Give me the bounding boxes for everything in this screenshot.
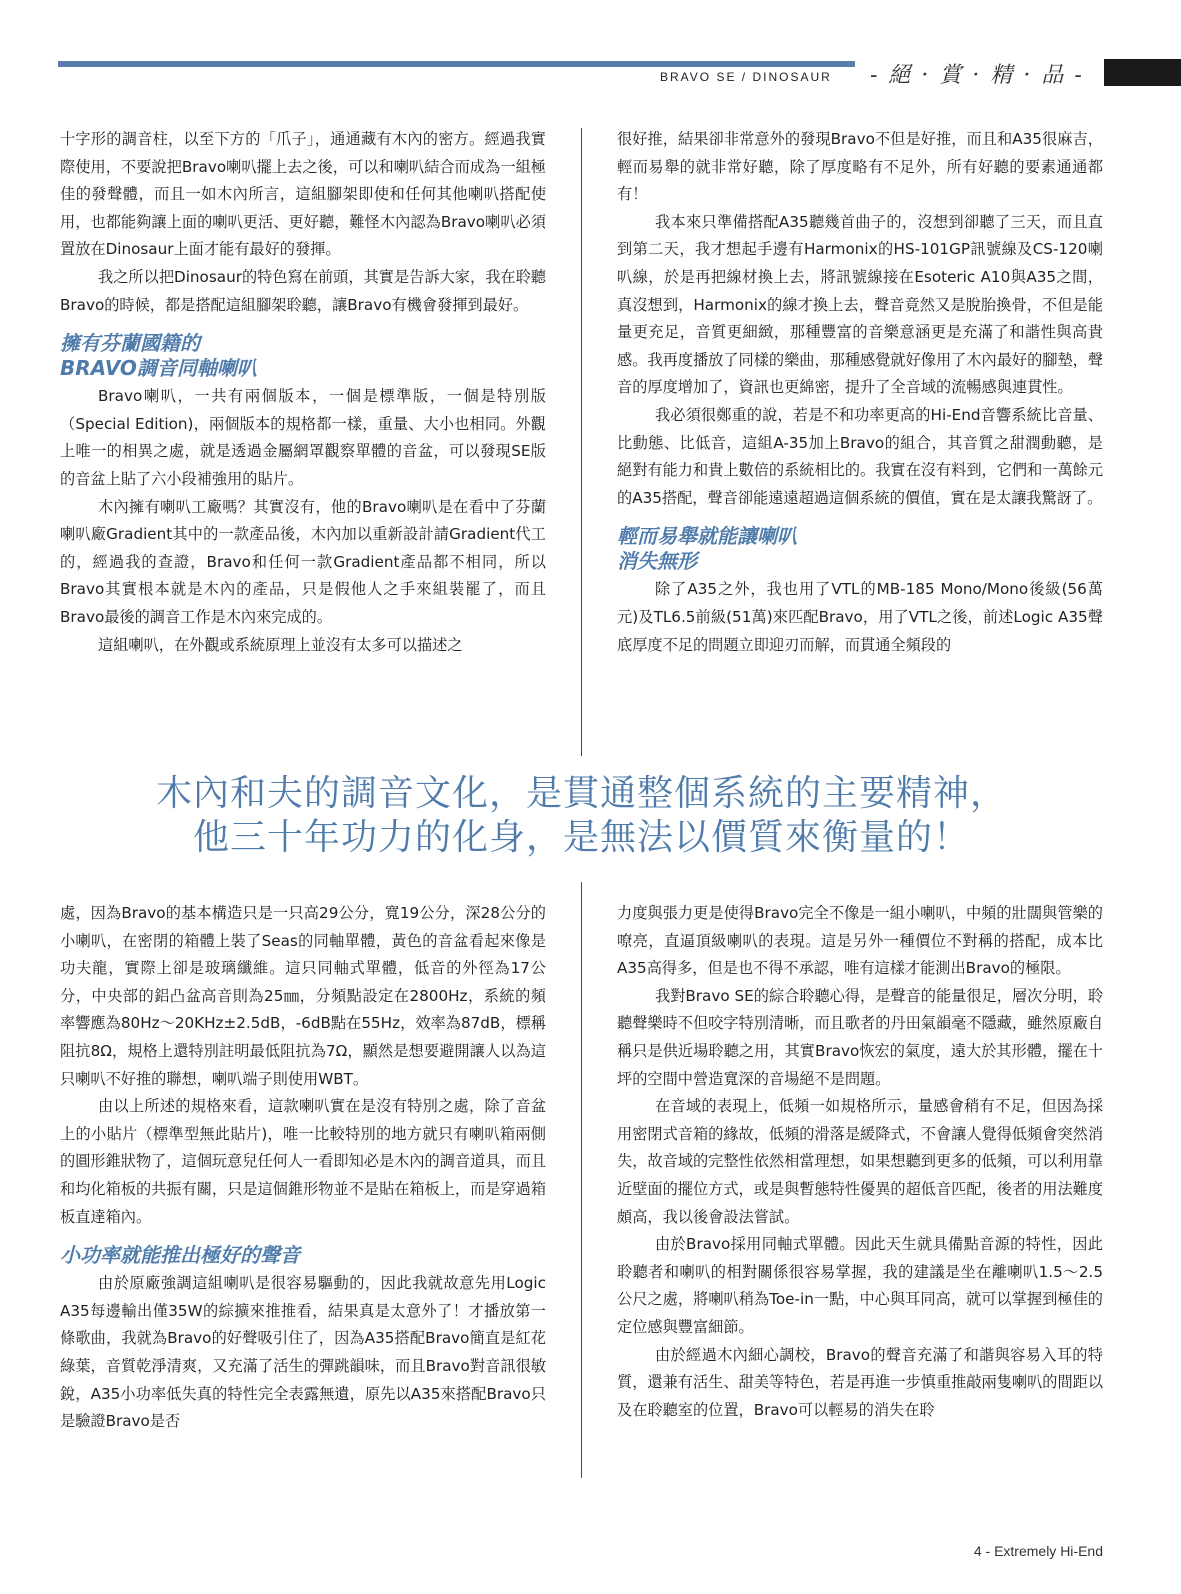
section-heading (60, 331, 546, 381)
paragraph: 由於經過木內細心調校，Bravo的聲音充滿了和諧與容易入耳的特質，還兼有活生、甜美等特色，若是再進一步慎重推敲兩隻喇叭的間距以及在聆聽室的位置，Bravo可以輕易的消失在聆 (617, 1345, 1103, 1419)
paragraph: 在音域的表現上，低頻一如規格所示，量感會稍有不足，但因為採用密閉式音箱的緣故，低頻的滑落是緩降式，不會讓人覺得低頻會突然消失，故音域的完整性依然相當理想，如果想聽到更多的低頻，可以利用靠近壁面的擺位方式，或是與暫態特性優異的超低音匹配，後者的用法難度頗高，我以後會設法嘗試。 (617, 1097, 1103, 1226)
heading-line: 小功率就能推出極好的聲音 (60, 1243, 300, 1268)
paragraph: 處，因為Bravo的基本構造只是一只高29公分，寬19公分，深28公分的小喇叭，在密閉的箱體上裝了Seas的同軸單體，黃色的音盆看起來像是功夫龍，實際上卻是玻璃纖維。這只同軸式單體，低音的外徑為17公分，中央部的鋁凸盆高音則為25㎜，分頻點設定在2800Hz，系統的頻率響應為80Hz～20KHz±2.5dB，-6dB點在55Hz，效率為87dB，標稱阻抗8Ω，規格上還特別註明最低阻抗為7Ω，顯然是想要避開讓人以為這只喇叭不好推的聯想，喇叭端子則使用WBT。 (60, 904, 546, 1088)
column-4 (617, 900, 1103, 1424)
heading-line: 消失無形 (617, 549, 697, 574)
paragraph: 由於Bravo採用同軸式單體。因此天生就具備點音源的特性，因此聆聽者和喇叭的相對關係很容易掌握，我的建議是坐在離喇叭1.5～2.5公尺之處，將喇叭稍為Toe-in一點，中心與耳同高，就可以掌握到極佳的定位感與豐富細節。 (617, 1235, 1103, 1336)
section-label: - 絕 · 賞 · 精 · 品 - (870, 63, 1084, 88)
paragraph: 木內擁有喇叭工廠嗎？其實沒有，他的Bravo喇叭是在看中了芬蘭喇叭廠Gradient其中的一款產品後，木內加以重新設計請Gradient代工的，經過我的查證，Bravo和任何一款Gradient產品都不相同，所以Bravo其實根本就是木內的產品，只是假他人之手來組裝罷了，而且Bravo最後的調音工作是木內來完成的。 (60, 497, 546, 626)
section-heading (60, 1243, 546, 1268)
heading-line: 擁有芬蘭國籍的 (60, 331, 200, 356)
paragraph: 由於原廠強調這組喇叭是很容易驅動的，因此我就故意先用Logic A35每邊輸出僅35W的綜擴來推推看，結果真是太意外了！才播放第一條歌曲，我就為Bravo的好聲吸引住了，因為A35搭配Bravo簡直是紅花綠葉，音質乾淨清爽，又充滿了活生的彈跳韻味，而且Bravo對音訊很敏銳，A35小功率低失真的特性完全表露無遺，原先以A35來搭配Bravo只是驗證Bravo是否 (60, 1274, 546, 1431)
paragraph: 由以上所述的規格來看，這款喇叭實在是沒有特別之處，除了音盆上的小貼片（標準型無此貼片)，唯一比較特別的地方就只有喇叭箱兩側的圓形錐狀物了，這個玩意兒任何人一看即知必是木內的調音道具，而且和均化箱板的共振有關，只是這個錐形物並不是貼在箱板上，而是穿過箱板直達箱內。 (60, 1097, 546, 1226)
paragraph: Bravo喇叭，一共有兩個版本，一個是標準版，一個是特別版（Special Edition)，兩個版本的規格都一樣，重量、大小也相同。外觀上唯一的相異之處，就是透過金屬網罩觀察單體的音盆，可以發現SE版的音盆上貼了六小段補強用的貼片。 (60, 387, 546, 488)
paragraph: 很好推，結果卻非常意外的發現Bravo不但是好推，而且和A35很麻吉，輕而易舉的就非常好聽，除了厚度略有不足外，所有好聽的要素通通都有！ (617, 130, 1103, 204)
paragraph: 我對Bravo SE的綜合聆聽心得，是聲音的能量很足，層次分明，聆聽聲樂時不但咬字特別清晰，而且歌者的丹田氣韻毫不隱藏，雖然原廠自稱只是供近場聆聽之用，其實Bravo恢宏的氣度，遠大於其形體，擺在十坪的空間中營造寬深的音場絕不是問題。 (617, 986, 1104, 1088)
section-heading (617, 524, 1103, 574)
column-1 (60, 126, 546, 659)
column-divider (581, 128, 582, 756)
column-3 (60, 900, 546, 1436)
heading-line: 輕而易舉就能讓喇叭 (617, 524, 797, 549)
pull-quote-line: 木內和夫的調音文化，是貫通整個系統的主要精神， (155, 773, 1007, 814)
column-divider (581, 882, 582, 1478)
paragraph: 我本來只準備搭配A35聽幾首曲子的，沒想到卻聽了三天，而且直到第二天，我才想起手邊有Harmonix的HS-101GP訊號線及CS-120喇叭線，於是再把線材換上去，將訊號線接在Esoteric A10與A35之間，真沒想到，Harmonix的線才換上去，聲音竟然又是脫胎換骨，不但是能量更充足，音質更細緻，那種豐富的音樂意涵更是充滿了和諧性與高貴感。我再度播放了同樣的樂曲，那種感覺就好像用了木內最好的腳墊，聲音的厚度增加了，資訊也更綿密，提升了全音域的流暢感與連貫性。 (617, 212, 1103, 397)
paragraph: 力度與張力更是使得Bravo完全不像是一組小喇叭，中頻的壯闊與管樂的嘹亮，直逼頂級喇叭的表現。這是另外一種價位不對稱的搭配，成本比A35高得多，但是也不得不承認，唯有這樣才能測出Bravo的極限。 (617, 904, 1103, 978)
paragraph: 這組喇叭，在外觀或系統原理上並沒有太多可以描述之 (98, 635, 463, 654)
paragraph: 除了A35之外，我也用了VTL的MB-185 Mono/Mono後級(56萬元)及TL6.5前級(51萬)來匹配Bravo，用了VTL之後，前述Logic A35聲底厚度不足的問題立即迎刃而解，而貫通全頻段的 (617, 580, 1103, 654)
page-footer: 4 - Extremely Hi-End (973, 1543, 1103, 1559)
column-2 (617, 126, 1103, 659)
paragraph: 十字形的調音柱，以至下方的「爪子」，通通藏有木內的密方。經過我實際使用，不要說把Bravo喇叭擺上去之後，可以和喇叭結合而成為一組極佳的發聲體，而且一如木內所言，這組腳架即使和任何其他喇叭搭配使用，也都能夠讓上面的喇叭更活、更好聽，難怪木內認為Bravo喇叭必須置放在Dinosaur上面才能有最好的發揮。 (60, 130, 546, 259)
paragraph: 我必須很鄭重的說，若是不和功率更高的Hi-End音響系統比音量、比動態、比低音，這組A-35加上Bravo的組合，其音質之甜潤動聽，是絕對有能力和貴上數倍的系統相比的。我實在沒有料到，它們和一萬餘元的A35搭配，聲音卻能遠遠超過這個系統的價值，實在是太讓我驚訝了。 (617, 405, 1103, 507)
heading-line: BRAVO調音同軸喇叭 (60, 356, 257, 381)
header-tab (1104, 59, 1181, 86)
header-rule (58, 61, 855, 67)
paragraph: 我之所以把Dinosaur的特色寫在前頭，其實是告訴大家，我在聆聽Bravo的時候，都是搭配這組腳架聆聽，讓Bravo有機會發揮到最好。 (60, 267, 546, 314)
pull-quote-line: 他三十年功力的化身，是無法以價質來衡量的！ (192, 817, 970, 858)
pull-quote (60, 772, 1103, 860)
header-title: BRAVO SE / DINOSAUR (660, 70, 832, 84)
